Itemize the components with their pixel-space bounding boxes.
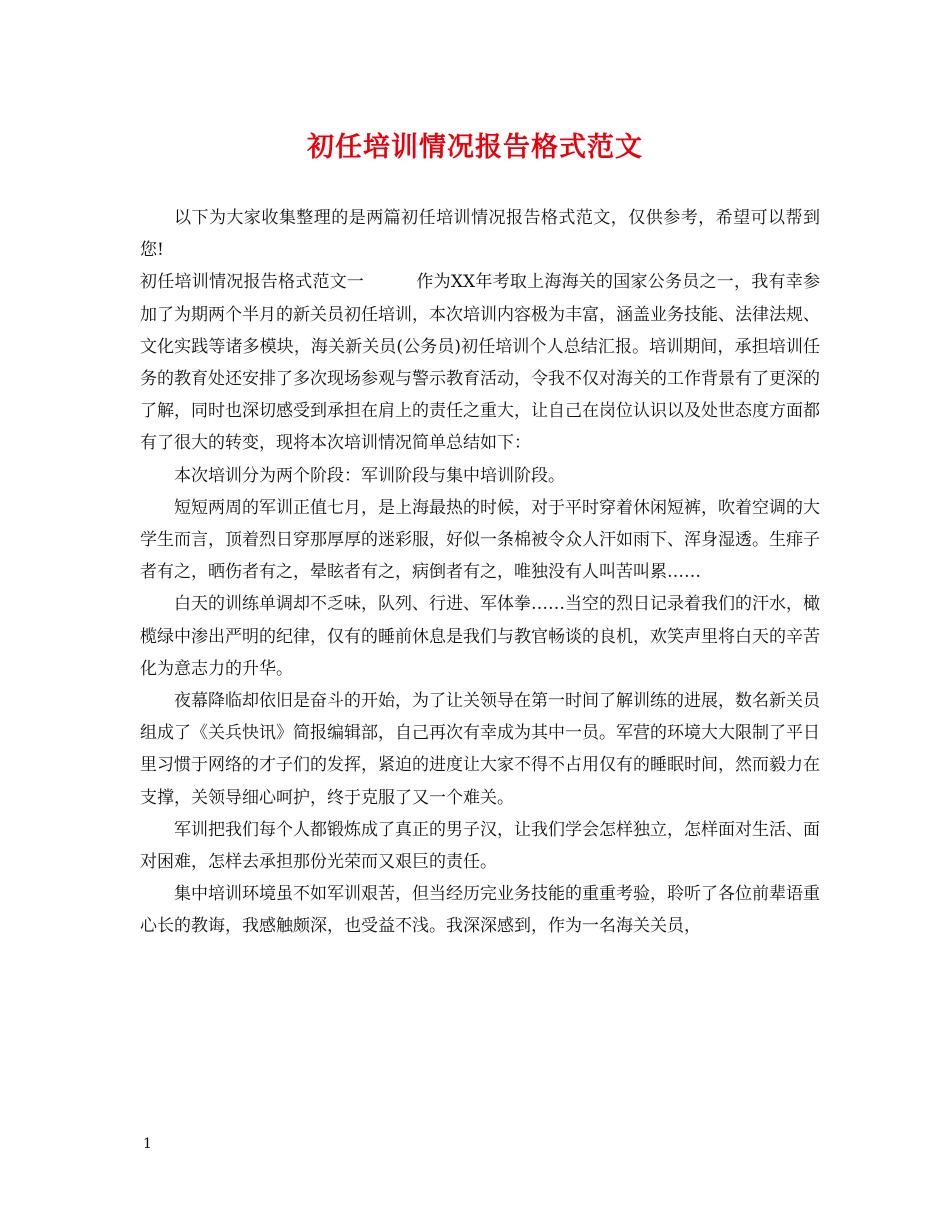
page-number: 1: [143, 1136, 152, 1152]
body-paragraph: 本次培训分为两个阶段：军训阶段与集中培训阶段。: [174, 465, 565, 486]
document-body: [140, 202, 820, 943]
body-paragraph: 夜幕降临却依旧是奋斗的开始，为了让关领导在第一时间了解训练的进展，数名新关员组成了《关兵快讯》简报编辑部，自己再次有幸成为其中一员。军营的环境大大限制了平日里习惯于网络的才子们的发挥，紧迫的进度让大家不得不占用仅有的睡眠时间，然而毅力在支撑，关领导细心呵护，终于克服了又一个难关。: [140, 691, 820, 808]
body-paragraph: 白天的训练单调却不乏味，队列、行进、军体拳……当空的烈日记录着我们的汗水，橄榄绿中渗出严明的纪律，仅有的睡前休息是我们与教官畅谈的良机，欢笑声里将白天的辛苦化为意志力的升华。: [140, 594, 820, 679]
body-paragraph: 军训把我们每个人都锻炼成了真正的男子汉，让我们学会怎样独立，怎样面对生活、面对困难，怎样去承担那份光荣而又艰巨的责任。: [140, 819, 820, 873]
section-heading: 初任培训情况报告格式范文一: [140, 272, 365, 293]
section-first-paragraph: 作为XX年考取上海海关的国家公务员之一，我有幸参加了为期两个半月的新关员初任培训，本次培训内容极为丰富，涵盖业务技能、法律法规、文化实践等诸多模块，海关新关员(公务员)初任培训个人总结汇报。培训期间，承担培训任务的教育处还安排了多次现场参观与警示教育活动，令我不仅对海关的工作背景有了更深的了解，同时也深切感受到承担在肩上的责任之重大，让自己在岗位认识以及处世态度方面都有了很大的转变，现将本次培训情况简单总结如下：: [140, 272, 820, 454]
body-paragraph: 集中培训环境虽不如军训艰苦，但当经历完业务技能的重重考验，聆听了各位前辈语重心长的教诲，我感触颇深，也受益不浅。我深深感到，作为一名海关关员，: [140, 884, 820, 937]
intro-paragraph: 以下为大家收集整理的是两篇初任培训情况报告格式范文，仅供参考，希望可以帮到您!: [140, 208, 820, 261]
document-title: 初任培训情况报告格式范文: [307, 132, 643, 163]
body-paragraph: 短短两周的军训正值七月，是上海最热的时候，对于平时穿着休闲短裤，吹着空调的大学生而言，顶着烈日穿那厚厚的迷彩服，好似一条棉被令众人汗如雨下、浑身湿透。生痱子者有之，晒伤者有之，晕眩者有之，病倒者有之，唯独没有人叫苦叫累……: [140, 497, 820, 583]
section-one-paragraph: [140, 266, 820, 459]
